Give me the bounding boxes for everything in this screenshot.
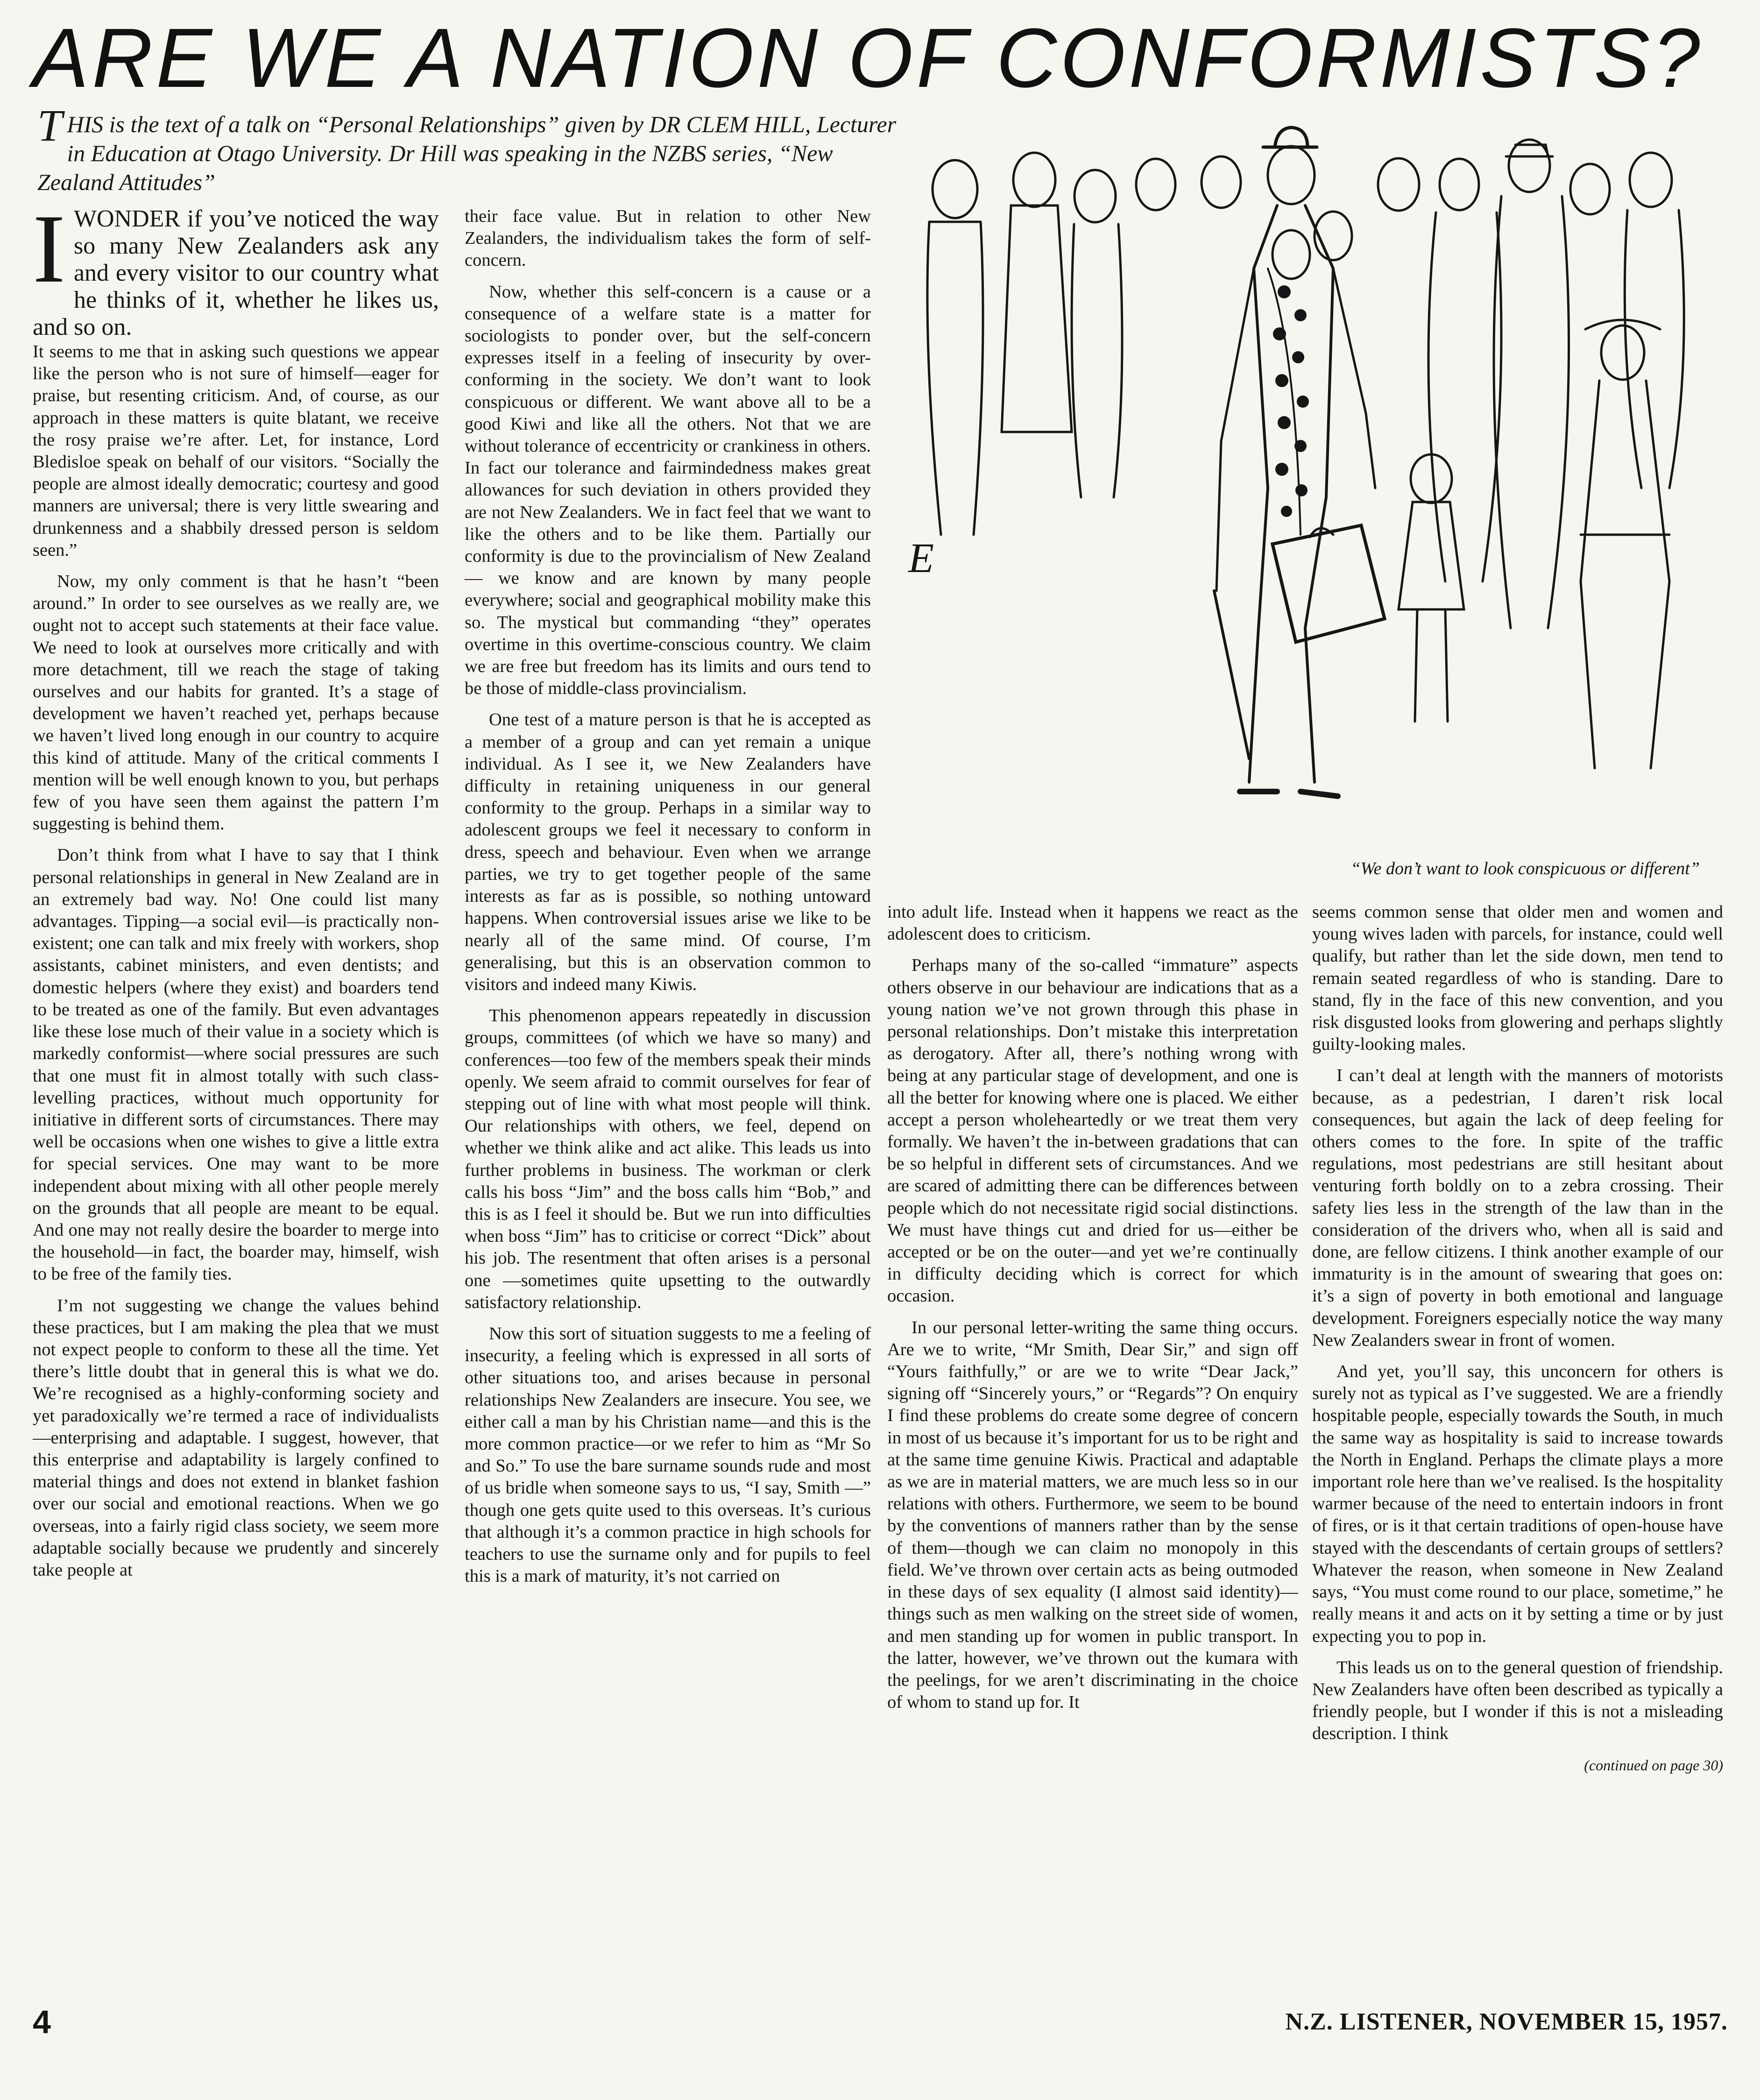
background-crowd (927, 140, 1684, 628)
paragraph: In our personal letter-writing the same thing occurs. Are we to write, “Mr Smith, Dear Sir,” and sign off “Yours faithfully,” or are we to write “Dear Jack,” signing off “Sincerely yours,” or “Regards”? On enquiry I find these problems do create some degree of concern in most of us because it’s important for us to be right and at the same time genuine Kiwis. Practical and adaptable as we are in material matters, we are much less so in our relations with others. Furthermore, we seem to be bound by the conventions of manners rather than by the sense of them—though we can claim no monopoly in this field. We’ve thrown over certain acts as being outmoded in these days of sex equality (I almost said identity)—things such as men walking on the street side of women, and men standing up for women in public transport. In the latter, however, we’ve thrown out the kumara with the peelings, for we aren’t discriminating in the choice of whom to stand up for. It (887, 1317, 1298, 1712)
artist-signature: E (908, 535, 934, 581)
paragraph: Now, whether this self-concern is a cause or a consequence of a welfare state is a matter for sociologists to ponder over, but the self-concern expresses itself in a feeling of insecurity by over-conforming in the society. We don’t want to look conspicuous or different. We want above all to be a good Kiwi and like all the others. Not that we are without tolerance of eccentricity or crankiness in others. In fact our tolerance and fairmindedness makes great allowances for such deviation in others provided they are not New Zealanders. We in fact feel that we want to like the others and to be like them. Partially our conformity is due to the provincialism of New Zealand — we know and are known by many people everywhere; social and geographical mobility make this so. The mystical but commanding “they” operates overtime in this overtime-conscious country. We claim we are free but freedom has its limits and ours tend to be those of middle-class provincialism. (465, 282, 871, 699)
paragraph: Perhaps many of the so-called “immature” aspects others observe in our behaviour are indications that as a young nation we’ve not grown through this phase in personal relationships. Don’t mistake this interpretation as derogatory. After all, there’s nothing wrong with being at any particular stage of development, and one is all the better for knowing where one is placed. We either accept a person wholeheartedly or we treat them very formally. We haven’t the in-between gradations that can be so helpful in different sets of circumstances. And we are scared of admitting there can be differences between people which do not necessitate rigid social distinctions. We must have things cut and dried for us—either be accepted or be on the outer—and yet we’re continually in difficulty deciding which is correct for which occasion. (887, 955, 1298, 1306)
briefcase (1272, 525, 1385, 642)
paragraph: seems common sense that older men and women and young wives laden with parcels, for instance, could well qualify, but rather than let the side down, men tend to remain seated regardless of who is standing. Dare to stand, fly in the face of this new convention, and you risk disgusted looks from glowering and perhaps slightly guilty-looking males. (1312, 902, 1723, 1054)
girl-figure (1399, 454, 1464, 721)
crowd-illustration (894, 114, 1730, 852)
column-1 (33, 195, 439, 1961)
illustration-caption: “We don’t want to look conspicuous or different” (1350, 859, 1700, 878)
paragraph: their face value. But in relation to other New Zealanders, the individualism takes the form of self-concern. (465, 206, 871, 270)
paragraph: I’m not suggesting we change the values behind these practices, but I am making the plea that we must not expect people to conform to these all the time. Yet there’s little doubt that in general this is what we do. We’re recognised as a highly-conforming society and yet paradoxically we’re termed a race of individualists—enterprising and adaptable. I suggest, however, that this enterprise and adaptability is largely confined to material things and does not extend in blanket fashion over our social and emotional reactions. When we go overseas, into a fairly rigid class society, we seem more adaptable socially because we prudently and sincerely take people at (33, 1295, 439, 1580)
paragraph: And yet, you’ll say, this unconcern for others is surely not as typical as I’ve suggested. We are a friendly hospitable people, especially towards the South, in much the same way as hospitality is said to increase towards the North in England. Perhaps the climate plays a more important role here than we’ve realised. Is the hospitality warmer because of the need to entertain indoors in front of fires, or is it that certain traditions of open-house have stayed with the descendants of certain groups of settlers? Whatever the reason, when someone in New Zealand says, “You must come round to our place, sometime,” he really means it and acts on it by setting a time or by just expecting you to pop in. (1312, 1362, 1723, 1646)
column-4 (1312, 901, 1723, 1961)
paragraph: This leads us on to the general question of friendship. New Zealanders have often been described as typically a friendly people, but I wonder if this is not a misleading description. I think (1312, 1657, 1723, 1744)
paragraph: It seems to me that in asking such questions we appear like the person who is not sure of himself—eager for praise, but resenting criticism. And, of course, as our approach in these matters is quite blatant, we receive the rosy praise we’re after. Let, for instance, Lord Bledisloe speak on behalf of our visitors. “Socially the people are almost ideally democratic; courtesy and good manners are universal; there is very little swearing and drunkenness and a shabbily dressed person is seldom seen.” (33, 342, 439, 560)
continued-note: (continued on page 30) (1584, 1756, 1723, 1774)
paragraph: Don’t think from what I have to say that I think personal relationships in general in New Zealand are in an extremely bad way. No! One could list many advantages. Tipping—a social evil—is practically non-existent; one can talk and mix freely with workers, shop assistants, cabinet ministers, and even dentists; and domestic helpers (where they exist) and boarders tend to be treated as one of the family. But even advantages like these lose much of their value in a society which is markedly conformist—where social pressures are such that one must fit in almost totally with such class-levelling practices, without much opportunity for initiative in different sorts of circumstances. There may well be occasions when one wishes to give a little extra for special services. One may want to be more independent about mixing with all other people merely on the grounds that all people are meant to be equal. And one may not really desire the boarder to merge into the household—in fact, the boarder may, himself, wish to be free of the family ties. (33, 845, 439, 1284)
lead-paragraph (33, 195, 439, 341)
paragraph: This phenomenon appears repeatedly in discussion groups, committees (of which we have so many) and conferences—too few of the members speak their minds openly. We seem afraid to commit ourselves for fear of stepping out of line with what most people will think. Our relationships with others, we feel, depend on whether we think alike and act alike. This leads us into further problems in business. The workman or clerk calls his boss “Jim” and the boss calls him “Bob,” and this is as I feel it should be. But we run into difficulties when boss “Jim” has to criticise or correct “Dick” about his job. The resentment that often arises is a personal one —sometimes quite upsetting to the outwardly satisfactory relationship. (465, 1006, 871, 1312)
column-2 (465, 205, 871, 1961)
spotted-tie (1273, 285, 1309, 517)
paragraph: I can’t deal at length with the manners of motorists because, as a pedestrian, I daren’t risk local consequences, but again the lack of deep feeling for others comes to the fore. In spite of the traffic regulations, most pedestrians are still hesitant about venturing forth boldly on to a zebra crossing. Their safety lies less in the strength of the law than in the consideration of the drivers who, when all is said and done, are fellow citizens. I think another example of our immaturity is in the amount of swearing that goes on: it’s a sign of poverty in both emotional and language development. Foreigners especially notice the way many New Zealanders swear in front of women. (1312, 1066, 1723, 1350)
intro-text: HIS is the text of a talk on “Personal Relationships” given by DR CLEM HILL, Lecturer in Education at Otago University. Dr Hill was speaking in the NZBS series, “New Zealand Attitudes” (37, 111, 897, 195)
paragraph: Now this sort of situation suggests to me a feeling of insecurity, a feeling which is expressed in all sorts of other situations too, and arises because in personal relationships New Zealanders are insecure. You see, we either call a man by his Christian name—and this is the more common practice—or we refer to him as “Mr So and So.” To use the bare surname sounds rude and most of us bridle when someone says to us, “I say, Smith —” though one gets quite used to this overseas. It’s curious that although it’s a common practice in high schools for teachers to use the surname only and for pupils to feel this is a mark of maturity, it’s not carried on (465, 1323, 871, 1586)
publication-footer: N.Z. LISTENER, NOVEMBER 15, 1957. (1285, 2008, 1728, 2035)
column-3 (887, 901, 1298, 1961)
lead-text: WONDER if you’ve noticed the way so many New Zealanders ask any and every visitor to our country what he thinks of it, whether he likes us, and so on. (33, 205, 439, 340)
intro-initial: T (37, 100, 63, 150)
right-crowd (1581, 320, 1669, 768)
drop-cap: I (33, 195, 65, 303)
paragraph: One test of a mature person is that he is accepted as a member of a group and can yet remain a unique individual. As I see it, we New Zealanders have difficulty in retaining uniqueness in our general conformity to the group. Perhaps in a similar way to adolescent groups we feel it necessary to conform in dress, speech and behaviour. Even when we arrange parties, we try to get together people of the same interests as far as is possible, so nothing untoward happens. When controversial issues arise we like to be nearly all of the same mind. Of course, I’m generalising, but this is an observation common to visitors and indeed many Kiwis. (465, 710, 871, 994)
intro-standfirst (37, 100, 897, 198)
paragraph: into adult life. Instead when it happens we react as the adolescent does to criticism. (887, 902, 1298, 944)
headline: ARE WE A NATION OF CONFORMISTS? (33, 11, 1703, 105)
paragraph: Now, my only comment is that he hasn’t “been around.” In order to see ourselves as we really are, we ought not to accept such statements at their face value. We need to look at ourselves more critically and with more detachment, till we reach the stage of taking ourselves and our habits for granted. It’s a stage of development we haven’t reached yet, perhaps because we haven’t lived long enough in our country to acquire this kind of attitude. Many of the critical comments I mention will be well enough known to you, but perhaps few of you have seen them against the pattern I’m suggesting is behind them. (33, 572, 439, 834)
page-number: 4 (33, 2004, 51, 2040)
